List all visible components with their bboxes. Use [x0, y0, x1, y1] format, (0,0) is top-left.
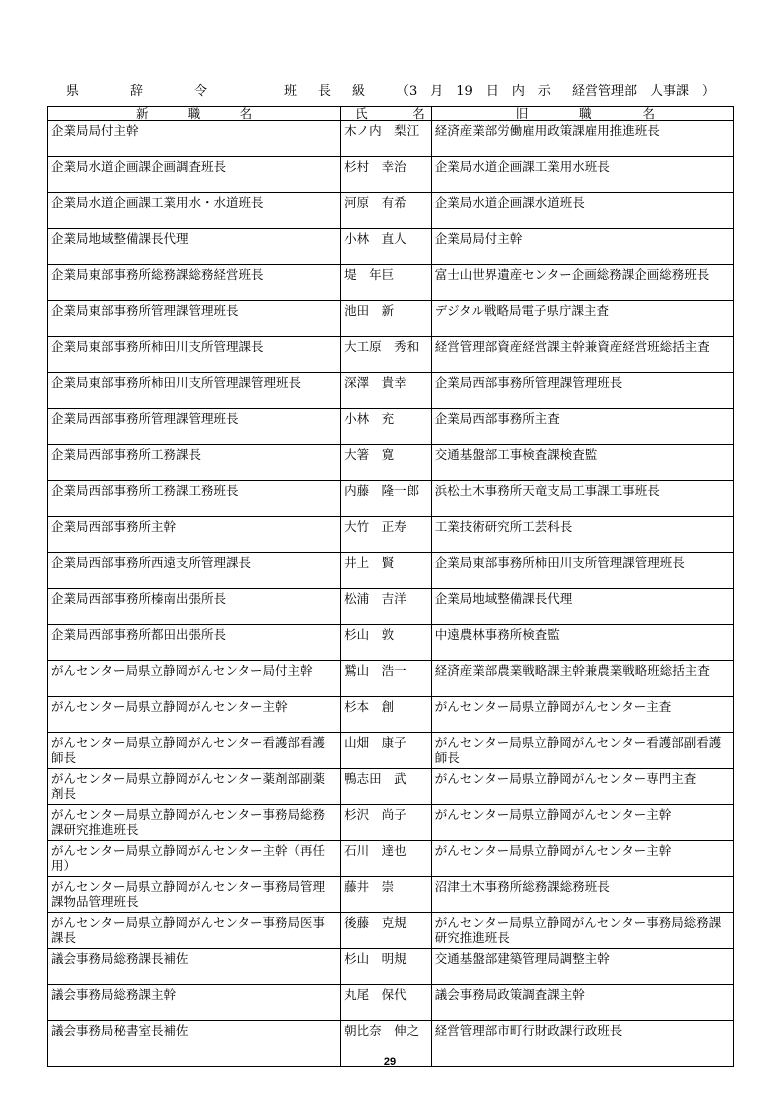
cell-name: 大竹 正寿	[341, 517, 432, 553]
heading-char-group: 班	[284, 84, 298, 99]
table-row	[48, 373, 734, 409]
column-header-old-position: 旧 職 名	[431, 107, 733, 121]
heading-char-resign: 辞	[130, 84, 144, 99]
cell-old-position: 経済産業部農業戦略課主幹兼農業戦略班総括主査	[431, 661, 733, 697]
cell-new-position: 議会事務局秘書室長補佐	[48, 1021, 341, 1067]
cell-new-position: 企業局東部事務所柿田川支所管理課長	[48, 337, 341, 373]
cell-new-position: がんセンター局県立静岡がんセンター事務局管理課物品管理班長	[48, 877, 341, 913]
cell-new-position: 企業局水道企画課企画調査班長	[48, 157, 341, 193]
table-row	[48, 625, 734, 661]
table-row	[48, 481, 734, 517]
table-row	[48, 697, 734, 733]
cell-name: 朝比奈 伸之	[341, 1021, 432, 1067]
cell-name: 小林 充	[341, 409, 432, 445]
table-row	[48, 661, 734, 697]
table-row	[48, 805, 734, 841]
heading-char-order: 令	[194, 84, 208, 99]
cell-old-position: 企業局局付主幹	[431, 229, 733, 265]
heading-char-grade: 級	[352, 84, 366, 99]
cell-new-position: 企業局西部事務所都田出張所長	[48, 625, 341, 661]
cell-old-position: 工業技術研究所工芸科長	[431, 517, 733, 553]
cell-new-position: がんセンター局県立静岡がんセンター主幹	[48, 697, 341, 733]
cell-new-position: 企業局西部事務所西遠支所管理課長	[48, 553, 341, 589]
cell-new-position: がんセンター局県立静岡がんセンター局付主幹	[48, 661, 341, 697]
cell-new-position: 企業局西部事務所工務課工務班長	[48, 481, 341, 517]
table-row	[48, 445, 734, 481]
table-row	[48, 409, 734, 445]
cell-new-position: がんセンター局県立静岡がんセンター事務局総務課研究推進班長	[48, 805, 341, 841]
table-row	[48, 157, 734, 193]
cell-new-position: がんセンター局県立静岡がんセンター主幹（再任用）	[48, 841, 341, 877]
cell-name: 深澤 貴幸	[341, 373, 432, 409]
cell-new-position: 企業局東部事務所管理課管理班長	[48, 301, 341, 337]
cell-old-position: 企業局東部事務所柿田川支所管理課管理班長	[431, 553, 733, 589]
cell-old-position: 中遠農林事務所検査監	[431, 625, 733, 661]
cell-new-position: 企業局東部事務所柿田川支所管理課管理班長	[48, 373, 341, 409]
cell-old-position: 経営管理部資産経営課主幹兼資産経営班総括主査	[431, 337, 733, 373]
cell-old-position: がんセンター局県立静岡がんセンター看護部副看護師長	[431, 733, 733, 769]
cell-new-position: 企業局西部事務所管理課管理班長	[48, 409, 341, 445]
cell-name: 小林 直人	[341, 229, 432, 265]
cell-old-position: がんセンター局県立静岡がんセンター事務局総務課研究推進班長	[431, 913, 733, 949]
cell-new-position: 企業局西部事務所工務課長	[48, 445, 341, 481]
cell-name: 鴨志田 武	[341, 769, 432, 805]
cell-name: 池田 新	[341, 301, 432, 337]
cell-new-position: 企業局地域整備課長代理	[48, 229, 341, 265]
cell-name: 堤 年巨	[341, 265, 432, 301]
cell-name: 杉山 明規	[341, 949, 432, 985]
table-row	[48, 193, 734, 229]
cell-name: 内藤 隆一郎	[341, 481, 432, 517]
cell-name: 丸尾 保代	[341, 985, 432, 1021]
cell-old-position: がんセンター局県立静岡がんセンター主査	[431, 697, 733, 733]
table-row	[48, 841, 734, 877]
table-row	[48, 121, 734, 157]
table-row	[48, 913, 734, 949]
cell-name: 杉本 創	[341, 697, 432, 733]
cell-old-position: 交通基盤部建築管理局調整主幹	[431, 949, 733, 985]
cell-name: 山畑 康子	[341, 733, 432, 769]
cell-old-position: 企業局水道企画課工業用水班長	[431, 157, 733, 193]
cell-name: 杉山 敦	[341, 625, 432, 661]
cell-name: 大工原 秀和	[341, 337, 432, 373]
heading-date: （3 月 19 日 内 示	[396, 84, 551, 99]
cell-old-position: 企業局西部事務所主査	[431, 409, 733, 445]
table-row	[48, 733, 734, 769]
cell-name: 藤井 崇	[341, 877, 432, 913]
cell-old-position: デジタル戦略局電子県庁課主査	[431, 301, 733, 337]
table-row	[48, 337, 734, 373]
cell-name: 鷲山 浩一	[341, 661, 432, 697]
cell-new-position: がんセンター局県立静岡がんセンター薬剤部副薬剤長	[48, 769, 341, 805]
table-header-row	[48, 107, 734, 121]
table-row	[48, 985, 734, 1021]
page-number: 29	[383, 1056, 397, 1068]
cell-old-position: 交通基盤部工事検査課検査監	[431, 445, 733, 481]
cell-name: 大箸 寛	[341, 445, 432, 481]
cell-old-position: 沼津土木事務所総務課総務班長	[431, 877, 733, 913]
table-row	[48, 301, 734, 337]
table-row	[48, 877, 734, 913]
table-row	[48, 553, 734, 589]
cell-name: 木ノ内 梨江	[341, 121, 432, 157]
cell-new-position: 議会事務局総務課長補佐	[48, 949, 341, 985]
table-row	[48, 229, 734, 265]
cell-old-position: 経営管理部市町行財政課行政班長	[431, 1021, 733, 1067]
cell-old-position: 富士山世界遺産センター企画総務課企画総務班長	[431, 265, 733, 301]
cell-name: 後藤 克規	[341, 913, 432, 949]
cell-name: 石川 達也	[341, 841, 432, 877]
heading-department: 経営管理部 人事課 ）	[572, 84, 716, 99]
column-header-new-position: 新 職 名	[48, 107, 341, 121]
heading-char-chief: 長	[318, 84, 332, 99]
cell-name: 杉沢 尚子	[341, 805, 432, 841]
table-row	[48, 517, 734, 553]
cell-new-position: 議会事務局総務課主幹	[48, 985, 341, 1021]
cell-new-position: がんセンター局県立静岡がんセンター事務局医事課長	[48, 913, 341, 949]
personnel-table	[47, 106, 734, 1067]
table-row	[48, 589, 734, 625]
cell-old-position: 企業局水道企画課水道班長	[431, 193, 733, 229]
cell-new-position: 企業局西部事務所榛南出張所長	[48, 589, 341, 625]
cell-new-position: 企業局水道企画課工業用水・水道班長	[48, 193, 341, 229]
table-row	[48, 265, 734, 301]
cell-old-position: 議会事務局政策調査課主幹	[431, 985, 733, 1021]
cell-name: 松浦 吉洋	[341, 589, 432, 625]
heading-char-prefecture: 県	[66, 84, 80, 99]
cell-old-position: 企業局地域整備課長代理	[431, 589, 733, 625]
cell-name: 杉村 幸治	[341, 157, 432, 193]
cell-old-position: 経済産業部労働雇用政策課雇用推進班長	[431, 121, 733, 157]
cell-name: 河原 有希	[341, 193, 432, 229]
cell-new-position: がんセンター局県立静岡がんセンター看護部看護師長	[48, 733, 341, 769]
cell-old-position: がんセンター局県立静岡がんセンター専門主査	[431, 769, 733, 805]
cell-new-position: 企業局西部事務所主幹	[48, 517, 341, 553]
cell-name: 井上 賢	[341, 553, 432, 589]
table-row	[48, 949, 734, 985]
cell-old-position: 浜松土木事務所天竜支局工事課工事班長	[431, 481, 733, 517]
cell-old-position: がんセンター局県立静岡がんセンター主幹	[431, 805, 733, 841]
column-header-name: 氏 名	[341, 107, 432, 121]
table-row	[48, 769, 734, 805]
cell-new-position: 企業局局付主幹	[48, 121, 341, 157]
cell-old-position: 企業局西部事務所管理課管理班長	[431, 373, 733, 409]
cell-new-position: 企業局東部事務所総務課総務経営班長	[48, 265, 341, 301]
cell-old-position: がんセンター局県立静岡がんセンター主幹	[431, 841, 733, 877]
